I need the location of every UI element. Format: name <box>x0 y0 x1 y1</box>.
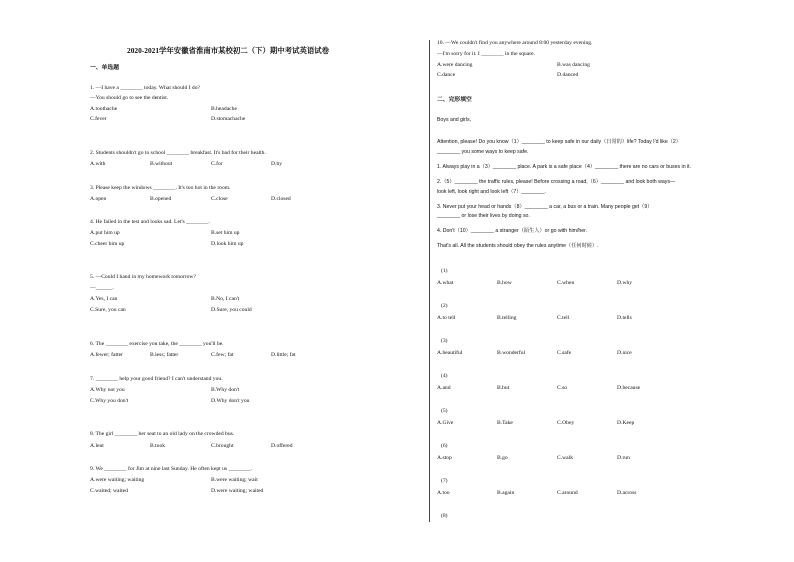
blank-2-option-d[interactable]: D.tells <box>617 315 632 321</box>
question-10-stem: 10. —We couldn't find you anywhere around 8:00 yesterday evening. <box>437 40 593 46</box>
blank-2-option-c[interactable]: C.tell <box>557 315 570 321</box>
question-1-stem-line2: —You should go to see the dentist. <box>90 95 169 101</box>
question-5-stem-line2: —______. <box>90 285 114 291</box>
question-5-option-d[interactable]: D.Sure, you could <box>211 307 252 313</box>
question-7-option-c[interactable]: C.Why you don't <box>90 398 129 404</box>
blank-4-option-a[interactable]: A.and <box>437 385 451 391</box>
question-10-option-c[interactable]: C.dance <box>437 72 456 78</box>
blank-7-option-c[interactable]: C.around <box>557 490 578 496</box>
question-3-stem: 3. Please keep the windows ________. It's too hot in the room. <box>90 185 231 191</box>
blank-5-option-d[interactable]: D.Keep <box>617 420 635 426</box>
question-4-option-c[interactable]: C.cheer him up <box>90 241 125 247</box>
question-9-stem: 9. We ________ for Jim at nine last Sunday. He often kept us ________. <box>90 466 253 472</box>
blank-6-option-c[interactable]: C.walk <box>557 455 574 461</box>
blank-4-option-c[interactable]: C.so <box>557 385 568 391</box>
blank-4-option-d[interactable]: D.because <box>617 385 641 391</box>
question-9-option-d[interactable]: D.were waiting; waited <box>211 488 264 494</box>
blank-4-option-b[interactable]: B.but <box>497 385 510 391</box>
question-2-option-a[interactable]: A.with <box>90 161 106 167</box>
blank-7-number: (7) <box>441 478 448 484</box>
question-3-option-c[interactable]: C.close <box>211 196 228 202</box>
blank-5-option-a[interactable]: A.Give <box>437 420 454 426</box>
blank-3-option-a[interactable]: A.beautiful <box>437 350 463 356</box>
blank-1-option-b[interactable]: B.how <box>497 280 512 286</box>
blank-5-option-c[interactable]: C.Obey <box>557 420 575 426</box>
question-8-option-b[interactable]: B.took <box>150 443 166 449</box>
question-6-option-c[interactable]: C.few; fat <box>211 352 234 358</box>
question-5-option-c[interactable]: C.Sure, you can <box>90 307 126 313</box>
question-9-option-a[interactable]: A.were waiting; waiting <box>90 477 145 483</box>
blank-1-option-a[interactable]: A.what <box>437 280 454 286</box>
passage-line-3a: 2.（5）________ the traffic rules, please! Before crossing a road,（6）________ and look both ways— <box>437 179 676 185</box>
blank-6-option-a[interactable]: A.stop <box>437 455 452 461</box>
column-divider <box>429 40 430 522</box>
blank-1-number: (1) <box>441 268 448 274</box>
page-title: 2020-2021学年安徽省淮南市某校初二（下）期中考试英语试卷 <box>127 46 330 55</box>
blank-1-option-c[interactable]: C.when <box>557 280 575 286</box>
question-2-option-c[interactable]: C.for <box>211 161 223 167</box>
blank-7-option-d[interactable]: D.across <box>617 490 637 496</box>
question-8-option-a[interactable]: A.lent <box>90 443 104 449</box>
question-7-option-d[interactable]: D.Why don't you <box>211 398 250 404</box>
passage-line-5: 4. Don't（10）________ a stranger（陌生人）or go with him/her. <box>437 228 588 234</box>
blank-7-option-b[interactable]: B.again <box>497 490 515 496</box>
question-1-option-c[interactable]: C.fever <box>90 116 107 122</box>
question-9-option-c[interactable]: C.waited; waited <box>90 488 128 494</box>
passage-line-1b: ________ you some ways to keep safe. <box>437 149 529 155</box>
section-heading-single-choice: 一、单选题 <box>90 65 119 71</box>
question-8-option-d[interactable]: D.offered <box>271 443 293 449</box>
blank-8-number: (8) <box>441 513 448 519</box>
question-6-option-b[interactable]: B.less; fatter <box>150 352 179 358</box>
blank-2-option-b[interactable]: B.telling <box>497 315 517 321</box>
question-5-option-b[interactable]: B.No, I can't <box>211 296 240 302</box>
question-7-option-b[interactable]: B.Why don't <box>211 387 240 393</box>
question-4-option-d[interactable]: D.look him up <box>211 241 244 247</box>
question-4-option-a[interactable]: A.put him up <box>90 230 120 236</box>
question-9-option-b[interactable]: B.were waiting; wait <box>211 477 258 483</box>
question-1-stem: 1. —I have a ________ today. What should I do? <box>90 85 200 91</box>
question-7-option-a[interactable]: A.Why not you <box>90 387 125 393</box>
blank-4-number: (4) <box>441 373 448 379</box>
passage-line-6: That's all. All the students should obey the rules anytime（任何时候）. <box>437 243 599 249</box>
blank-5-number: (5) <box>441 408 448 414</box>
blank-3-option-b[interactable]: B.wonderful <box>497 350 526 356</box>
question-3-option-b[interactable]: B.opened <box>150 196 172 202</box>
question-10-option-a[interactable]: A.were dancing <box>437 62 473 68</box>
blank-6-option-b[interactable]: B.go <box>497 455 508 461</box>
section-heading-cloze: 二、完形填空 <box>437 97 472 103</box>
question-1-option-a[interactable]: A.toothache <box>90 106 118 112</box>
question-10-stem-line2: —I'm sorry for it. I ________ in the square. <box>437 51 535 57</box>
blank-7-option-a[interactable]: A.too <box>437 490 450 496</box>
blank-6-option-d[interactable]: D.run <box>617 455 630 461</box>
question-5-stem: 5. —Could I hand in my homework tomorrow? <box>90 274 196 280</box>
passage-greeting: Boys and girls, <box>437 117 472 123</box>
question-4-stem: 4. He failed in the test and looks sad. Let's ________. <box>90 219 210 225</box>
question-2-option-d[interactable]: D.by <box>271 161 283 167</box>
blank-6-number: (6) <box>441 443 448 449</box>
blank-2-option-a[interactable]: A.to tell <box>437 315 456 321</box>
passage-line-3b: look left, look right and look left（7）________. <box>437 189 547 195</box>
blank-3-option-c[interactable]: C.safe <box>557 350 572 356</box>
question-6-option-d[interactable]: D.little; fat <box>271 352 296 358</box>
passage-line-1a: Attention, please! Do you know（1）________ to keep safe in our daily（日常的）life? Today I'd like（2） <box>437 139 681 145</box>
question-8-option-c[interactable]: C.brought <box>211 443 234 449</box>
question-1-option-b[interactable]: B.headache <box>211 106 237 112</box>
passage-line-4a: 3. Never put your head or hands（8）________ a car, a bus or a train. Many people get（9） <box>437 204 653 210</box>
question-6-stem: 6. The ________ exercise you take, the ________ you'll be. <box>90 341 224 347</box>
blank-3-number: (3) <box>441 338 448 344</box>
passage-line-2: 1. Always play in a（3）________ place. A park is a safe place（4）________ there are no cars or buses in it. <box>437 164 692 170</box>
question-2-option-b[interactable]: B.without <box>150 161 173 167</box>
question-6-option-a[interactable]: A.fewer; fatter <box>90 352 123 358</box>
question-1-option-d[interactable]: D.stomachache <box>211 116 246 122</box>
blank-2-number: (2) <box>441 303 448 309</box>
question-10-option-b[interactable]: B.was dancing <box>557 62 590 68</box>
question-2-stem: 2. Students shouldn't go to school ________ breakfast. It's bad for their health. <box>90 150 266 156</box>
question-8-stem: 8. The girl ________ her seat to an old lady on the crowded bus. <box>90 431 235 437</box>
question-3-option-d[interactable]: D.closed <box>271 196 291 202</box>
passage-line-4b: ________ or lose their lives by doing so. <box>437 213 530 219</box>
question-4-option-b[interactable]: B.set him up <box>211 230 240 236</box>
blank-3-option-d[interactable]: D.nice <box>617 350 632 356</box>
question-3-option-a[interactable]: A.open <box>90 196 107 202</box>
blank-5-option-b[interactable]: B.Take <box>497 420 513 426</box>
question-7-stem: 7. ________ help your good friend? I can't understand you. <box>90 376 223 382</box>
question-10-option-d[interactable]: D.danced <box>557 72 579 78</box>
question-5-option-a[interactable]: A.Yes, I can <box>90 296 118 302</box>
blank-1-option-d[interactable]: D.why <box>617 280 633 286</box>
